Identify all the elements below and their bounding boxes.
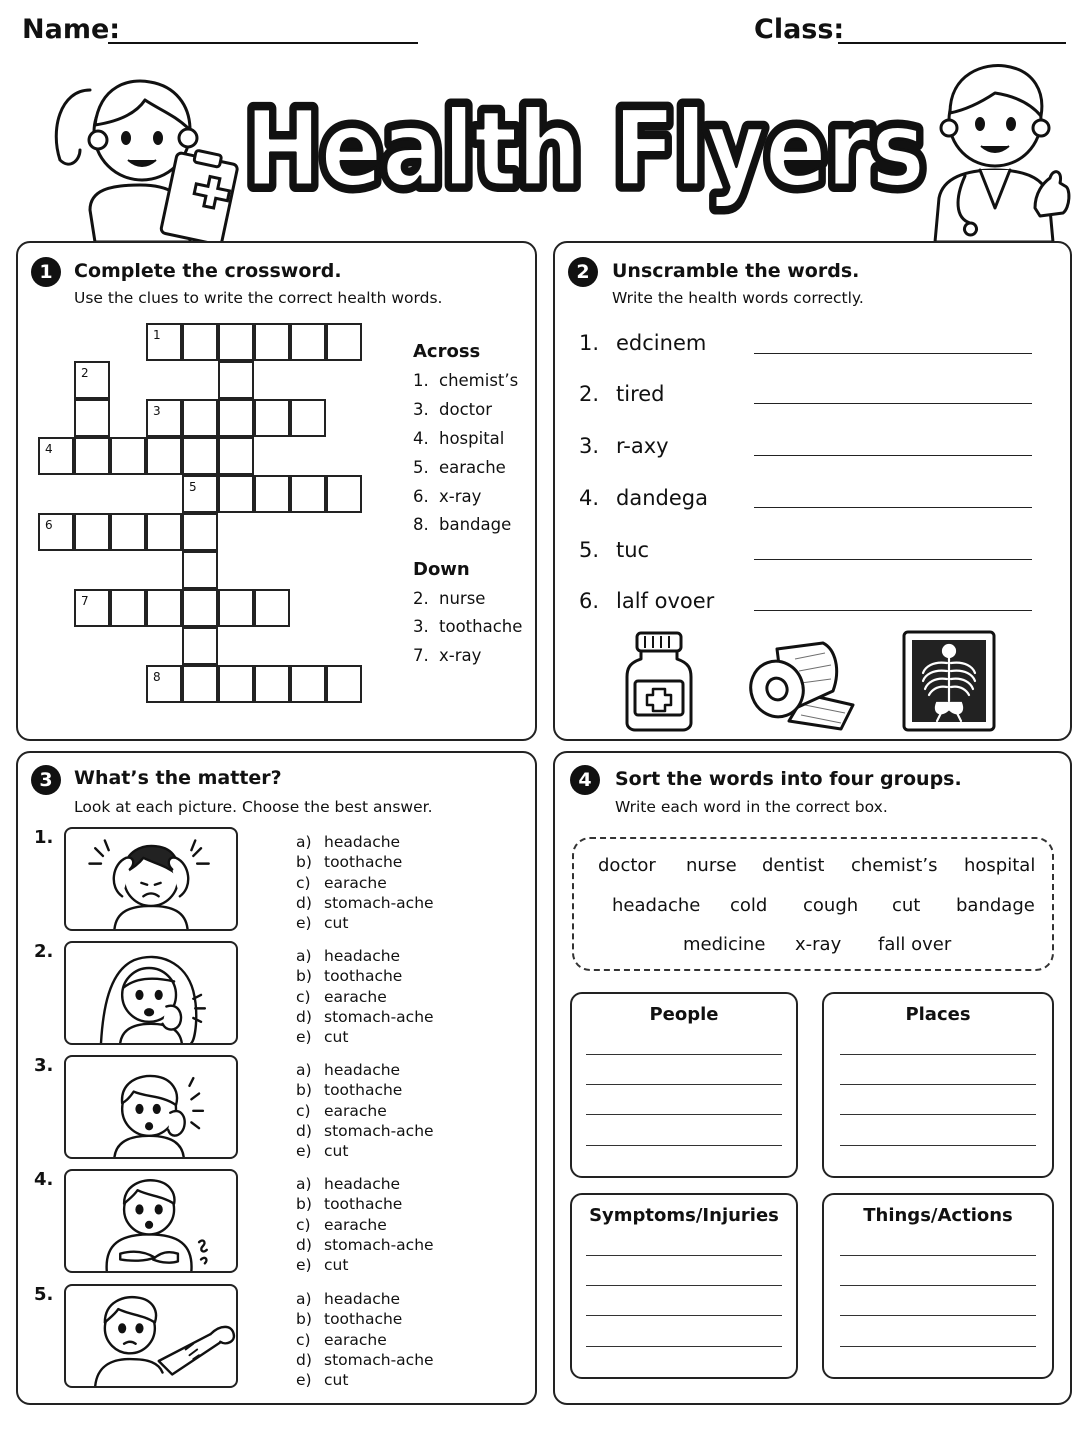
scrambled-word: edcinem [616, 331, 707, 355]
crossword-cell[interactable] [182, 589, 218, 627]
option-text: toothache [324, 853, 403, 872]
answer-line[interactable] [586, 1114, 782, 1115]
crossword-cell[interactable] [218, 475, 254, 513]
option-letter: b) [296, 967, 312, 986]
down-clue: 3. toothache [413, 617, 523, 636]
option-letter: a) [296, 1175, 312, 1193]
answer-option[interactable] [296, 1081, 402, 1099]
option-letter: d) [296, 893, 312, 912]
across-clue: 1. chemist’s [413, 371, 519, 390]
crossword-cell[interactable] [146, 513, 182, 551]
word-bank-item: chemist’s [851, 855, 938, 876]
option-text: earache [324, 987, 387, 1006]
answer-line[interactable] [840, 1054, 1036, 1055]
crossword-cell[interactable] [110, 513, 146, 551]
group-title: People [649, 1004, 719, 1025]
word-bank-item: x-ray [795, 934, 842, 955]
symptom-picture [64, 1169, 238, 1273]
question-number: 3. [34, 1055, 54, 1076]
answer-line[interactable] [840, 1084, 1036, 1085]
crossword-cell[interactable] [38, 513, 74, 551]
answer-option[interactable] [296, 1236, 434, 1254]
option-text: earache [324, 873, 387, 892]
whats-the-matter-panel [16, 751, 537, 1405]
item-number: 6. [579, 589, 600, 613]
name-field[interactable] [108, 42, 418, 44]
down-heading: Down [413, 559, 470, 580]
crossword-cell[interactable] [74, 437, 110, 475]
answer-line[interactable] [754, 610, 1032, 611]
word-bank-item: medicine [683, 934, 766, 955]
crossword-cell[interactable] [182, 665, 218, 703]
answer-option[interactable] [296, 1142, 348, 1160]
answer-option[interactable] [296, 1175, 400, 1193]
crossword-cell[interactable] [254, 475, 290, 513]
crossword-cell[interactable] [146, 589, 182, 627]
answer-option[interactable] [296, 1351, 434, 1369]
across-clue: 6. x-ray [413, 487, 482, 506]
answer-option[interactable] [296, 914, 348, 932]
answer-line[interactable] [586, 1255, 782, 1256]
question-number: 1. [34, 827, 54, 848]
page-title [230, 60, 940, 230]
crossword-cell[interactable] [74, 513, 110, 551]
option-text: headache [324, 1290, 401, 1308]
x-ray-icon [901, 629, 997, 733]
medicine-bottle-icon [623, 629, 695, 733]
answer-line[interactable] [754, 353, 1032, 354]
option-letter: a) [296, 833, 312, 851]
crossword-cell[interactable] [146, 323, 182, 361]
across-clue: 8. bandage [413, 515, 512, 534]
sort-words-panel [553, 751, 1072, 1405]
answer-option[interactable] [296, 894, 434, 912]
crossword-cell[interactable] [38, 437, 74, 475]
item-number: 5. [579, 538, 600, 562]
answer-option[interactable] [296, 1195, 402, 1213]
answer-line[interactable] [754, 455, 1032, 456]
word-bank-item: headache [612, 895, 701, 916]
crossword-cell[interactable] [254, 589, 290, 627]
group-box-people [570, 992, 798, 1178]
item-number: 4. [579, 486, 600, 510]
answer-line[interactable] [840, 1114, 1036, 1115]
word-bank-item: bandage [956, 895, 1035, 916]
group-title: Symptoms/Injuries [589, 1205, 779, 1226]
option-text: toothache [324, 1081, 403, 1100]
group-title: Things/Actions [863, 1205, 1013, 1226]
section-subtitle: Look at each picture. Choose the best answer. [74, 798, 433, 816]
option-text: headache [324, 947, 401, 965]
answer-line[interactable] [840, 1315, 1036, 1316]
option-letter: b) [296, 1081, 312, 1100]
answer-line[interactable] [586, 1346, 782, 1347]
word-bank-item: fall over [878, 934, 952, 955]
option-text: cut [324, 914, 349, 933]
cell-number: 5 [189, 480, 197, 494]
cell-number: 2 [81, 366, 89, 380]
section-subtitle: Use the clues to write the correct health words. [74, 289, 443, 307]
cell-number: 8 [153, 670, 161, 684]
answer-option[interactable] [296, 1028, 348, 1046]
section-number: 3 [31, 765, 61, 795]
item-number: 2. [579, 382, 600, 406]
option-text: headache [324, 1175, 401, 1193]
word-bank-item: doctor [598, 855, 656, 876]
option-text: earache [324, 1330, 387, 1349]
question-number: 2. [34, 941, 54, 962]
cell-number: 7 [81, 594, 89, 608]
answer-line[interactable] [754, 559, 1032, 560]
scrambled-word: tuc [616, 538, 650, 562]
cell-number: 1 [153, 328, 161, 342]
answer-option[interactable] [296, 967, 402, 985]
crossword-cell[interactable] [290, 399, 326, 437]
crossword-cell[interactable] [74, 399, 110, 437]
page-title-text: Health Flyers [245, 88, 925, 210]
crossword-cell[interactable] [218, 323, 254, 361]
boy-doctor-illustration [925, 58, 1075, 242]
crossword-cell[interactable] [254, 323, 290, 361]
cell-number: 3 [153, 404, 161, 418]
option-text: stomach-ache [324, 893, 434, 912]
answer-option[interactable] [296, 1256, 348, 1274]
section-subtitle: Write each word in the correct box. [615, 798, 888, 816]
option-text: cut [324, 1142, 349, 1161]
answer-option[interactable] [296, 1331, 387, 1349]
across-heading: Across [413, 341, 481, 362]
option-letter: c) [296, 1215, 311, 1234]
option-letter: a) [296, 947, 312, 965]
scrambled-word: tired [616, 382, 665, 406]
crossword-panel [16, 241, 537, 741]
option-text: earache [324, 1215, 387, 1234]
group-box-symptoms-injuries [570, 1193, 798, 1379]
option-letter: b) [296, 1310, 312, 1329]
option-letter: c) [296, 987, 311, 1006]
option-text: toothache [324, 1310, 403, 1329]
answer-option[interactable] [296, 1216, 387, 1234]
unscramble-panel [553, 241, 1072, 741]
crossword-cell[interactable] [110, 589, 146, 627]
item-number: 3. [579, 434, 600, 458]
answer-option[interactable] [296, 874, 387, 892]
answer-line[interactable] [840, 1255, 1036, 1256]
answer-line[interactable] [840, 1285, 1036, 1286]
option-letter: d) [296, 1007, 312, 1026]
answer-option[interactable] [296, 1061, 400, 1079]
option-text: stomach-ache [324, 1235, 434, 1254]
crossword-cell[interactable] [290, 475, 326, 513]
crossword-cell[interactable] [182, 399, 218, 437]
word-bank-item: cold [730, 895, 768, 916]
group-box-things-actions [822, 1193, 1054, 1379]
crossword-cell[interactable] [326, 475, 362, 513]
answer-option[interactable] [296, 947, 400, 965]
option-text: cut [324, 1256, 349, 1275]
option-letter: e) [296, 1142, 312, 1161]
crossword-cell[interactable] [74, 361, 110, 399]
option-letter: d) [296, 1350, 312, 1369]
word-bank-item: cough [803, 895, 859, 916]
symptom-picture [64, 941, 238, 1045]
option-text: toothache [324, 967, 403, 986]
item-number: 1. [579, 331, 600, 355]
section-number: 2 [568, 257, 598, 287]
scrambled-word: r-axy [616, 434, 669, 458]
crossword-cell[interactable] [182, 475, 218, 513]
symptom-picture [64, 1284, 238, 1388]
option-letter: a) [296, 1061, 312, 1079]
crossword-cell[interactable] [290, 665, 326, 703]
symptom-picture [64, 827, 238, 931]
section-title: Complete the crossword. [74, 260, 342, 282]
option-letter: b) [296, 853, 312, 872]
answer-option[interactable] [296, 1102, 387, 1120]
option-text: stomach-ache [324, 1007, 434, 1026]
section-number: 1 [31, 257, 61, 287]
crossword-cell[interactable] [218, 589, 254, 627]
across-clue: 4. hospital [413, 429, 505, 448]
option-letter: e) [296, 914, 312, 933]
name-label: Name: [22, 14, 121, 45]
section-title: Sort the words into four groups. [615, 768, 962, 790]
answer-option[interactable] [296, 853, 402, 871]
crossword-cell[interactable] [254, 399, 290, 437]
question-number: 5. [34, 1284, 54, 1305]
symptom-picture [64, 1055, 238, 1159]
answer-option[interactable] [296, 833, 400, 851]
crossword-cell[interactable] [326, 665, 362, 703]
word-bank-item: cut [892, 895, 921, 916]
answer-option[interactable] [296, 1008, 434, 1026]
crossword-cell[interactable] [254, 665, 290, 703]
answer-line[interactable] [840, 1346, 1036, 1347]
girl-nurse-illustration [50, 60, 240, 242]
crossword-cell[interactable] [290, 323, 326, 361]
group-box-places [822, 992, 1054, 1178]
crossword-cell[interactable] [110, 437, 146, 475]
bandage-roll-icon [745, 639, 855, 731]
word-bank-item: nurse [686, 855, 737, 876]
crossword-cell[interactable] [146, 399, 182, 437]
option-letter: e) [296, 1256, 312, 1275]
crossword-cell[interactable] [146, 665, 182, 703]
crossword-cell[interactable] [218, 437, 254, 475]
down-clue: 7. x-ray [413, 646, 482, 665]
crossword-cell[interactable] [326, 323, 362, 361]
section-title: What’s the matter? [74, 767, 282, 789]
class-field[interactable] [838, 42, 1066, 44]
answer-option[interactable] [296, 988, 387, 1006]
answer-line[interactable] [586, 1084, 782, 1085]
section-number: 4 [570, 765, 600, 795]
option-letter: c) [296, 1330, 311, 1349]
section-title: Unscramble the words. [612, 260, 860, 282]
class-label: Class: [754, 14, 845, 45]
answer-line[interactable] [586, 1054, 782, 1055]
answer-option[interactable] [296, 1290, 400, 1308]
crossword-cell[interactable] [182, 627, 218, 665]
option-text: stomach-ache [324, 1121, 434, 1140]
question-number: 4. [34, 1169, 54, 1190]
answer-option[interactable] [296, 1371, 348, 1389]
down-clue: 2. nurse [413, 589, 486, 608]
crossword-cell[interactable] [218, 665, 254, 703]
answer-line[interactable] [754, 403, 1032, 404]
option-letter: a) [296, 1290, 312, 1308]
svg-text:Health Flyers: Health Flyers [245, 88, 925, 210]
crossword-cell[interactable] [182, 437, 218, 475]
scrambled-word: lalf ovoer [616, 589, 715, 613]
crossword-cell[interactable] [74, 589, 110, 627]
crossword-cell[interactable] [218, 399, 254, 437]
option-letter: d) [296, 1121, 312, 1140]
group-title: Places [905, 1004, 971, 1025]
option-text: cut [324, 1371, 349, 1390]
answer-line[interactable] [586, 1315, 782, 1316]
option-letter: c) [296, 1101, 311, 1120]
option-letter: e) [296, 1371, 312, 1390]
option-text: earache [324, 1101, 387, 1120]
answer-line[interactable] [840, 1145, 1036, 1146]
answer-line[interactable] [586, 1145, 782, 1146]
option-text: stomach-ache [324, 1350, 434, 1369]
cell-number: 4 [45, 442, 53, 456]
option-letter: c) [296, 873, 311, 892]
option-letter: b) [296, 1195, 312, 1214]
crossword-cell[interactable] [182, 513, 218, 551]
option-text: headache [324, 1061, 401, 1079]
option-letter: d) [296, 1235, 312, 1254]
crossword-cell[interactable] [182, 323, 218, 361]
section-subtitle: Write the health words correctly. [612, 289, 864, 307]
answer-line[interactable] [754, 507, 1032, 508]
option-text: toothache [324, 1195, 403, 1214]
across-clue: 5. earache [413, 458, 506, 477]
scrambled-word: dandega [616, 486, 708, 510]
word-bank [572, 837, 1054, 971]
option-text: cut [324, 1028, 349, 1047]
crossword-cell[interactable] [146, 437, 182, 475]
word-bank-item: dentist [762, 855, 825, 876]
answer-option[interactable] [296, 1310, 402, 1328]
option-letter: e) [296, 1028, 312, 1047]
answer-option[interactable] [296, 1122, 434, 1140]
across-clue: 3. doctor [413, 400, 492, 419]
cell-number: 6 [45, 518, 53, 532]
crossword-cell[interactable] [182, 551, 218, 589]
option-text: headache [324, 833, 401, 851]
crossword-cell[interactable] [218, 361, 254, 399]
answer-line[interactable] [586, 1285, 782, 1286]
word-bank-item: hospital [964, 855, 1036, 876]
